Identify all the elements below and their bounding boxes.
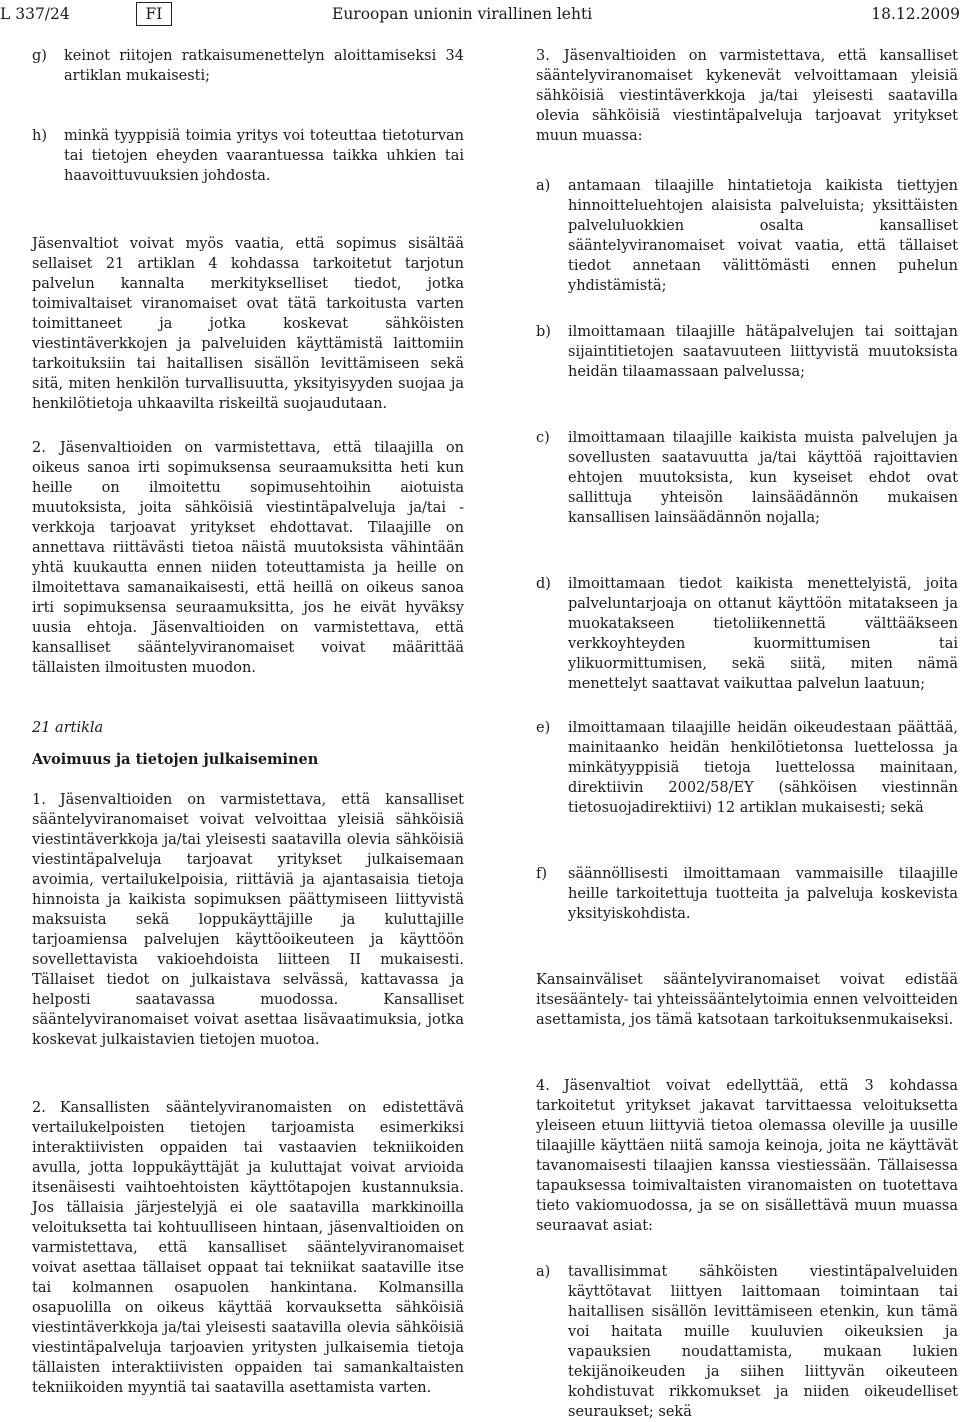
list-item-a: [536, 176, 958, 296]
list-item-c: [536, 428, 958, 528]
item-text: ilmoittamaan tilaajille heidän oikeudestaan päättää, mainitaanko heidän henkilötietonsa luettelossa ja minkätyyppisiä tietoja luettelossa mainitaan, direktiivin 2002/58/EY (sähköisen viestinnän tietosuojadirektiivi) 12 artiklan mukaisesti; sekä: [568, 720, 958, 816]
list-item-h: [32, 126, 464, 186]
paragraph-number: 3.: [536, 48, 550, 64]
item-text: tavallisimmat sähköisten viestintäpalveluiden käyttötavat liittyen laittomaan toimintaan tai haitallisen sisällön levittämiseen etenkin, kun tämä voi haitata muille kuuluvien oikeuksien ja vapauksien noudattamista, mukaan lukien tekijänoikeuden ja siihen liittyvän oikeuteen kohdistuvat rikkomukset ja niiden oikeudelliset seuraukset; sekä: [568, 1264, 958, 1420]
item-text: antamaan tilaajille hintatietoja kaikista tiettyjen hinnoitteluehtojen alaisista palveluista; yksittäisten palveluluokkien osalta kansalliset sääntelyviranomaiset voivat vaatia, että tällaiset tiedot annetaan välittömästi ennen puhelun yhdistämistä;: [568, 178, 958, 294]
item-text: ilmoittamaan tiedot kaikista menettelyistä, joita palveluntarjoaja on ottanut käyttöön mitatakseen ja muokatakseen tietoliikennettä välttääkseen verkkoyhteyden kuormittumisen tai ylikuormittumisen, sekä siitä, miten nämä menettelyt saattavat vaikuttaa palvelun laatuun;: [568, 576, 958, 692]
item-text: säännöllisesti ilmoittamaan vammaisille tilaajille heille tarkoitettuja tuotteita ja palveluja koskevista yksityiskohdista.: [568, 866, 958, 922]
paragraph-text: Kansallisten sääntelyviranomaisten on edistettävä vertailukelpoisten tietojen tarjoamista esimerkiksi interaktiivisten oppaiden tai vastaavien tekniikoiden avulla, jotta loppukäyttäjät ja kuluttajat voivat arvioida itsenäisesti vaihtoehtoisten käyttötapojen kustannuksia. Jos tällaisia järjestelyjä ei ole saatavilla markkinoilla veloituksetta tai kohtuulliseen hintaan, jäsenvaltioiden on varmistettava, että kansalliset sääntelyviranomaiset voivat asettaa tällaiset oppaat tai tekniikat saataville itse tai kolmannen osapuolen hankintana. Kolmansilla osapuolilla on oikeus käyttää korvauksetta sähköisiä viestintäverkkoja ja/tai yleisesti saatavilla olevia sähköisiä viestintäpalveluja tarjoavien yritysten julkaisemia tietoja tällaisten interaktiivisten oppaiden tai samankaltaisten tekniikoiden myyntiä tai saatavilla asettamista varten.: [32, 1100, 464, 1396]
journal-title: Euroopan unionin virallinen lehti: [332, 5, 593, 23]
item-text: keinot riitojen ratkaisumenettelyn aloittamiseksi 34 artiklan mukaisesti;: [64, 48, 464, 84]
item-label: c): [536, 430, 550, 446]
item-label: e): [536, 720, 551, 736]
paragraph-international: Kansainväliset sääntelyviranomaiset voivat edistää itsesääntely- tai yhteissääntelytoimia ennen velvoitteiden asettamista, jos tämä katsotaan tarkoituksenmukaiseksi.: [536, 972, 959, 1028]
paragraph-2: [32, 438, 464, 678]
list-item-a-2: [536, 1262, 958, 1422]
item-label: a): [536, 1264, 551, 1280]
list-item-f: [536, 864, 958, 924]
item-label: g): [32, 48, 47, 64]
list-item-b: [536, 322, 958, 382]
list-item-e: [536, 718, 958, 818]
page-reference: L 337/24: [0, 5, 70, 23]
language-box: FI: [136, 2, 172, 26]
paragraph-number: 2.: [32, 1100, 46, 1116]
paragraph-text: Jäsenvaltioiden on varmistettava, että kansalliset sääntelyviranomaiset kykenevät velvoittamaan yleisiä sähköisiä viestintäverkkoja ja/tai yleisesti saatavilla olevia sähköisiä viestintäpalveluja tarjoavat yritykset muun muassa:: [536, 48, 958, 144]
item-label: f): [536, 866, 548, 882]
item-text: ilmoittamaan tilaajille kaikista muista palvelujen ja sovellusten saatavuutta ja/tai käyttöä rajoittavien ehtojen muutoksista, kun kyseiset ehdot ovat sallittuja yhteisön lainsäädännön mukaisen kansallisen lainsäädännön nojalla;: [568, 430, 958, 526]
paragraph-number: 1.: [32, 792, 46, 808]
article-number: 21 artikla: [32, 720, 104, 736]
paragraph-text: Jäsenvaltioiden on varmistettava, että kansalliset sääntelyviranomaiset voivat velvoittaa yleisiä sähköisiä viestintäverkkoja ja/tai yleisesti saatavilla olevia sähköisiä viestintäpalveluja tarjoavat yritykset julkaisemaan avoimia, vertailukelpoisia, riittäviä ja ajantasaisia tietoja hinnoista ja kaikista sopimuksen päättymiseen liittyvistä maksuista sekä loppukäyttäjille ja kuluttajille tarjoamiensa palvelujen käyttöoikeuteen ja käyttöön sovellettavista vakioehdoista liitteen II mukaisesti. Tällaiset tiedot on julkaistava selvässä, kattavassa ja helposti saatavassa muodossa. Kansalliset sääntelyviranomaiset voivat asettaa lisävaatimuksia, jotka koskevat julkaistavien tietojen muotoa.: [32, 792, 464, 1048]
item-text: minkä tyyppisiä toimia yritys voi toteuttaa tietoturvan tai tietojen eheyden vaarantuessa taikka uhkien tai haavoittuvuuksien johdosta.: [64, 128, 464, 184]
item-label: d): [536, 576, 551, 592]
list-item-g: [32, 46, 464, 86]
paragraph-text: Jäsenvaltioiden on varmistettava, että tilaajilla on oikeus sanoa irti sopimuksensa seuraamuksitta heti kun heille on ilmoitettu sopimusehtoihin aiotuista muutoksista, joita sähköisiä viestintäpalveluja ja/tai -verkkoja tarjoavat yritykset ehdottavat. Tilaajille on annettava riittävästi tietoa näistä muutoksista vähintään yhtä kuukautta ennen niiden toteuttamista ja heille on ilmoitettava samanaikaisesti, että heillä on oikeus sanoa irti sopimuksensa seuraamuksitta, jos he eivät hyväksy uusia ehtoja. Jäsenvaltioiden on varmistettava, että kansalliset sääntelyviranomaiset voivat määrittää tällaisten ilmoitusten muodon.: [32, 440, 464, 676]
paragraph-number: 2.: [32, 440, 46, 456]
item-label: h): [32, 128, 47, 144]
paragraph-text: Jäsenvaltiot voivat edellyttää, että 3 kohdassa tarkoitetut yritykset jakavat tarvittaessa veloituksetta yleiseen etuun liittyviä tietoa olemassa oleville ja uusille tilaajille käyttäen niitä samoja keinoja, joita ne käyttävät tavanomaisesti tilaajien kanssa viestiessään. Tällaisessa tapauksessa toimivaltaisten viranomaisten on tuotettava tieto vakiomuodossa, ja se on sisällettävä muun muassa seuraavat asiat:: [536, 1078, 958, 1234]
article-title: Avoimuus ja tietojen julkaiseminen: [32, 751, 319, 768]
item-text: ilmoittamaan tilaajille hätäpalvelujen tai soittajan sijaintitietojen saatavuuteen liittyvistä muutoksista heidän tilaamassaan palvelussa;: [568, 324, 958, 380]
list-item-d: [536, 574, 958, 694]
paragraph-member-states: Jäsenvaltiot voivat myös vaatia, että sopimus sisältää sellaiset 21 artiklan 4 kohdassa tarkoitetut tarjotun palvelun kannalta merkitykselliset tiedot, jotka toimivaltaiset viranomaiset ovat tätä tarkoitusta varten toimittaneet ja jotka koskevat sähköisten viestintäverkkojen ja palveluiden käyttämistä laittomiin tarkoituksiin tai haitallisen sisällön levittämiseen sekä sitä, miten henkilön turvallisuutta, yksityisyyden suojaa ja henkilötietoja uhkaavilta riskeiltä suojaudutaan.: [32, 236, 464, 412]
article-paragraph-2: [32, 1098, 464, 1398]
page-header: [0, 2, 960, 28]
paragraph-number: 4.: [536, 1078, 550, 1094]
publication-date: 18.12.2009: [871, 5, 960, 23]
item-label: a): [536, 178, 551, 194]
article-paragraph-1: [32, 790, 464, 1050]
article-paragraph-3: [536, 46, 958, 146]
item-label: b): [536, 324, 551, 340]
article-paragraph-4: [536, 1076, 958, 1236]
